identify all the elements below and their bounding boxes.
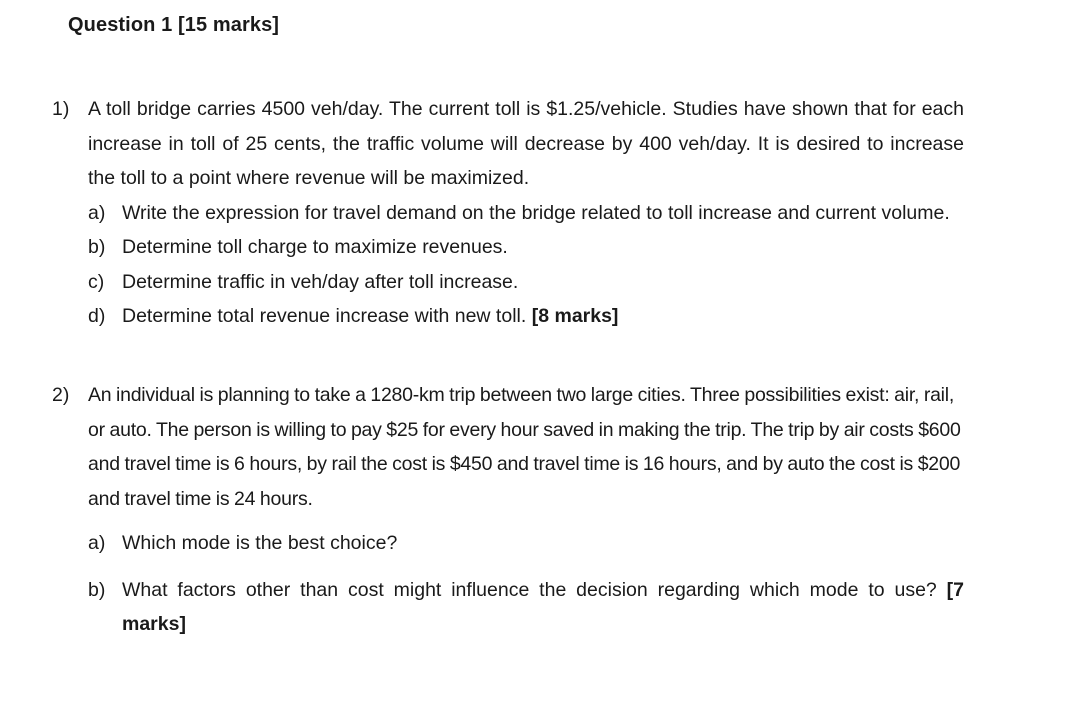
part-label: b) <box>88 236 106 258</box>
question-2-number: 2) <box>52 384 70 406</box>
question-heading: Question 1 [15 marks] <box>68 14 280 36</box>
question-1-part-c <box>88 265 964 300</box>
question-2-part-b <box>88 573 964 642</box>
part-text: Determine traffic in veh/day after toll increase. <box>122 270 519 293</box>
part-label: a) <box>88 201 106 224</box>
question-1-part-b <box>88 230 964 265</box>
part-text: Which mode is the best choice? <box>122 532 398 554</box>
part-text: What factors other than cost might influence the decision regarding which mode to use? <box>122 578 937 601</box>
question-2-text: An individual is planning to take a 1280-km trip between two large cities. Three possibilities exist: air, rail, or auto. The person is willing to pay $25 for every hour saved in making the trip. The trip by air costs $600 and travel time is 6 hours, by rail the cost is $450 and travel time is 16 hours, and by auto the cost is $200 and travel time is 24 hours. <box>88 384 961 510</box>
question-2 <box>52 378 964 642</box>
part-text-with-marks <box>122 299 964 334</box>
question-1-number: 1) <box>52 98 70 120</box>
part-label: d) <box>88 305 106 327</box>
part-text-with-marks <box>122 573 964 642</box>
marks-label: [7 marks] <box>122 578 965 635</box>
part-text: Determine total revenue increase with new toll. <box>122 305 527 327</box>
question-2-part-a <box>88 526 964 561</box>
part-label: a) <box>88 532 106 554</box>
marks-label: [8 marks] <box>531 305 619 327</box>
question-1-text: A toll bridge carries 4500 veh/day. The current toll is $1.25/vehicle. Studies have shown that for each increase in toll of 25 cents, the traffic volume will decrease by 400 veh/day. It is desired to increase the toll to a point where revenue will be maximized. <box>88 98 964 189</box>
question-1-part-d <box>88 299 964 334</box>
question-1-part-a <box>88 196 964 231</box>
part-label: b) <box>88 578 106 601</box>
question-1 <box>52 92 964 334</box>
part-label: c) <box>88 270 105 293</box>
part-text: Determine toll charge to maximize revenues. <box>122 236 508 258</box>
part-text: Write the expression for travel demand on the bridge related to toll increase and current volume. <box>122 201 950 224</box>
